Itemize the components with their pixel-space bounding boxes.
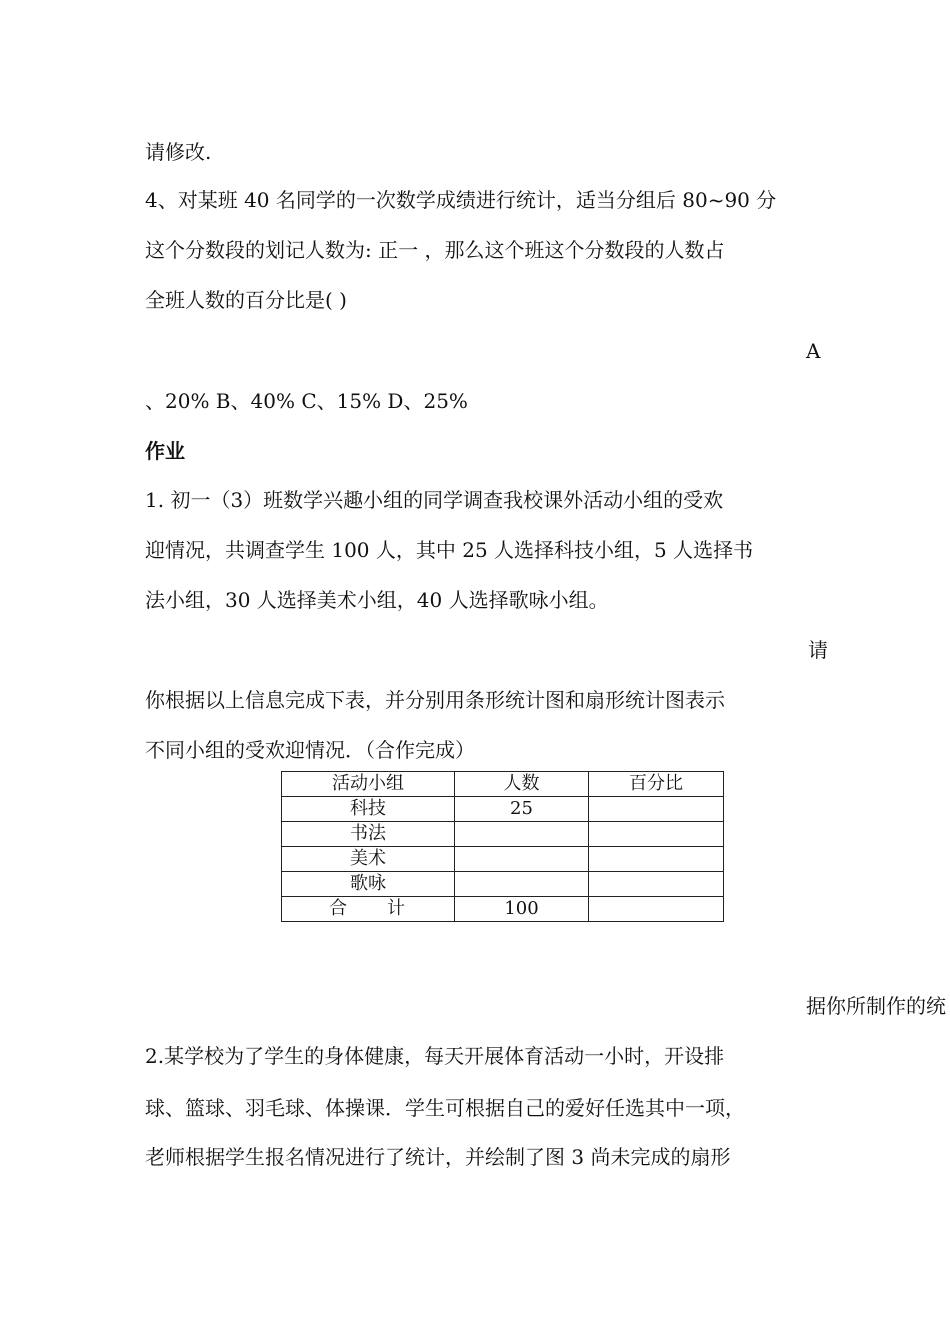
table-row — [282, 847, 724, 872]
table-cell: 美术 — [282, 847, 455, 872]
table-cell[interactable] — [455, 872, 589, 897]
clipped-text-fragment: 据你所制作的统 — [806, 994, 946, 1018]
homework-1-line-4: 你根据以上信息完成下表，并分别用条形统计图和扇形统计图表示 — [145, 688, 725, 712]
homework-1-line-5: 不同小组的受欢迎情况．（合作完成） — [145, 738, 475, 762]
activity-group-table — [281, 771, 724, 922]
header-cell: 百分比 — [589, 772, 724, 797]
question-4-line-3: 全班人数的百分比是( ) — [145, 288, 347, 312]
table-header-row — [282, 772, 724, 797]
total-percent-cell[interactable] — [589, 897, 724, 922]
table-cell[interactable] — [589, 872, 724, 897]
homework-2-line-2: 球、篮球、羽毛球、体操课．学生可根据自己的爱好任选其中一项， — [145, 1096, 745, 1120]
question-4-options: 、20% B、40% C、15% D、25% — [145, 389, 468, 413]
table-cell: 书法 — [282, 822, 455, 847]
homework-2-line-3: 老师根据学生报名情况进行了统计，并绘制了图 3 尚未完成的扇形 — [145, 1145, 731, 1169]
table-cell: 科技 — [282, 797, 455, 822]
table-row — [282, 797, 724, 822]
homework-1-line-2: 迎情况，共调查学生 100 人，其中 25 人选择科技小组，5 人选择书 — [145, 538, 754, 562]
table-cell[interactable] — [455, 847, 589, 872]
text-fragment: 请 — [808, 638, 828, 662]
header-cell: 人数 — [455, 772, 589, 797]
question-4-line-2: 这个分数段的划记人数为: 正一 ，那么这个班这个分数段的人数占 — [145, 238, 725, 262]
homework-2-line-1: 2.某学校为了学生的身体健康，每天开展体育活动一小时，开设排 — [145, 1044, 725, 1068]
header-cell: 活动小组 — [282, 772, 455, 797]
text-line: 请修改. — [145, 140, 212, 164]
total-label-cell: 合计 — [282, 897, 455, 922]
table-cell[interactable] — [455, 822, 589, 847]
table-cell: 歌咏 — [282, 872, 455, 897]
table-cell[interactable] — [589, 797, 724, 822]
total-count-cell: 100 — [455, 897, 589, 922]
homework-1-line-1: 1. 初一（3）班数学兴趣小组的同学调查我校课外活动小组的受欢 — [145, 488, 724, 512]
table-total-row — [282, 897, 724, 922]
table-cell: 25 — [455, 797, 589, 822]
question-4-line-1: 4、对某班 40 名同学的一次数学成绩进行统计，适当分组后 80~90 分 — [145, 188, 777, 212]
section-heading: 作业 — [145, 439, 185, 463]
option-a-label: A — [806, 339, 821, 363]
table-row — [282, 822, 724, 847]
table-cell[interactable] — [589, 822, 724, 847]
homework-1-line-3: 法小组，30 人选择美术小组，40 人选择歌咏小组。 — [145, 588, 609, 612]
table-cell[interactable] — [589, 847, 724, 872]
table-row — [282, 872, 724, 897]
